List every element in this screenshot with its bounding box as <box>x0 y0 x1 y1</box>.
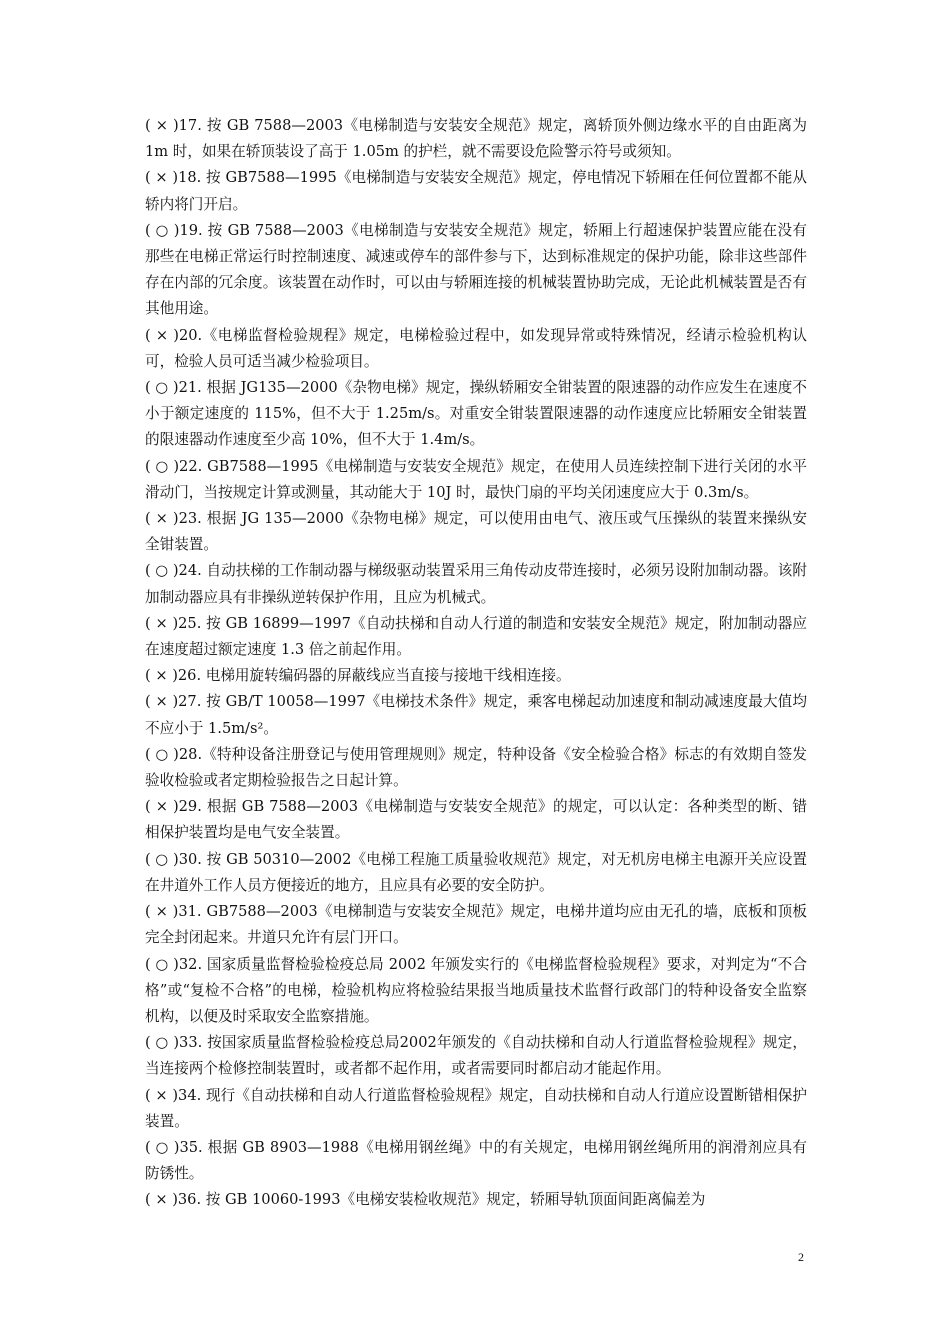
question-34: ( × )34. 现行《自动扶梯和自动人行道监督检验规程》规定，自动扶梯和自动人行道应设置断错相保护装置。 <box>145 1086 807 1130</box>
question-18: ( × )18. 按 GB7588—1995《电梯制造与安装安全规范》规定，停电情况下轿厢在任何位置都不能从轿内将门开启。 <box>145 169 807 213</box>
question-33: ( ○ )33. 按国家质量监督检验检疫总局2002年颁发的《自动扶梯和自动人行道监督检验规程》规定，当连接两个检修控制装置时，或者都不起作用，或者需要同时都启动才能起作用。 <box>145 1034 807 1078</box>
question-32: ( ○ )32. 国家质量监督检验检疫总局 2002 年颁发实行的《电梯监督检验规程》要求，对判定为“不合格”或“复检不合格”的电梯，检验机构应将检验结果报当地质量技术监督行政部门的特种设备安全监察机构，以便及时采取安全监察措施。 <box>145 955 807 1025</box>
page-number: 2 <box>798 1250 804 1264</box>
question-28: ( ○ )28.《特种设备注册登记与使用管理规则》规定，特种设备《安全检验合格》标志的有效期自签发验收检验或者定期检验报告之日起计算。 <box>145 745 807 790</box>
question-35: ( ○ )35. 根据 GB 8903—1988《电梯用钢丝绳》中的有关规定，电梯用钢丝绳所用的润滑剂应具有防锈性。 <box>145 1138 807 1183</box>
question-25: ( × )25. 按 GB 16899—1997《自动扶梯和自动人行道的制造和安装安全规范》规定，附加制动器应在速度超过额定速度 1.3 倍之前起作用。 <box>145 614 807 659</box>
question-24: ( ○ )24. 自动扶梯的工作制动器与梯级驱动装置采用三角传动皮带连接时，必须另设附加制动器。该附加制动器应具有非操纵逆转保护作用，且应为机械式。 <box>145 562 807 606</box>
question-29: ( × )29. 根据 GB 7588—2003《电梯制造与安装安全规范》的规定，可以认定：各种类型的断、错相保护装置均是电气安全装置。 <box>145 798 807 842</box>
question-23: ( × )23. 根据 JG 135—2000《杂物电梯》规定，可以使用由电气、液压或气压操纵的装置来操纵安全钳装置。 <box>145 510 807 554</box>
question-30: ( ○ )30. 按 GB 50310—2002《电梯工程施工质量验收规范》规定，对无机房电梯主电源开关应设置在井道外工作人员方便接近的地方，且应具有必要的安全防护。 <box>145 850 807 894</box>
question-27: ( × )27. 按 GB/T 10058—1997《电梯技术条件》规定，乘客电梯起动加速度和制动减速度最大值均不应小于 1.5m/s²。 <box>145 693 807 737</box>
question-17: ( × )17. 按 GB 7588—2003《电梯制造与安装安全规范》规定，离轿顶外侧边缘水平的自由距离为 1m 时，如果在轿顶装设了高于 1.05m 的护栏，就不需要设危险警示符号或须知。 <box>145 117 807 161</box>
question-list <box>145 113 807 1214</box>
question-36: ( × )36. 按 GB 10060-1993《电梯安装检收规范》规定，轿厢导轨顶面间距离偏差为 <box>145 1191 706 1209</box>
question-26: ( × )26. 电梯用旋转编码器的屏蔽线应当直接与接地干线相连接。 <box>145 667 571 685</box>
question-20: ( × )20.《电梯监督检验规程》规定，电梯检验过程中，如发现异常或特殊情况，经请示检验机构认可，检验人员可适当减少检验项目。 <box>145 326 807 370</box>
question-19: ( ○ )19. 按 GB 7588—2003《电梯制造与安装安全规范》规定，轿厢上行超速保护装置应能在没有那些在电梯正常运行时控制速度、减速或停车的部件参与下，达到标准规定的保护功能，除非这些部件存在内部的冗余度。该装置在动作时，可以由与轿厢连接的机械装置协助完成，无论此机械装置是否有其他用途。 <box>145 221 807 318</box>
question-21: ( ○ )21. 根据 JG135—2000《杂物电梯》规定，操纵轿厢安全钳装置的限速器的动作应发生在速度不小于额定速度的 115%，但不大于 1.25m/s。对重安全钳装置限速器的动作速度应比轿厢安全钳装置的限速器动作速度至少高 10%，但不大于 1.4m/s。 <box>145 379 807 449</box>
question-22: ( ○ )22. GB7588—1995《电梯制造与安装安全规范》规定，在使用人员连续控制下进行关闭的水平滑动门，当按规定计算或测量，其动能大于 10J 时，最快门扇的平均关闭速度应大于 0.3m/s。 <box>145 457 807 501</box>
question-31: ( × )31. GB7588—2003《电梯制造与安装安全规范》规定，电梯井道均应由无孔的墙，底板和顶板完全封闭起来。井道只允许有层门开口。 <box>145 903 807 947</box>
